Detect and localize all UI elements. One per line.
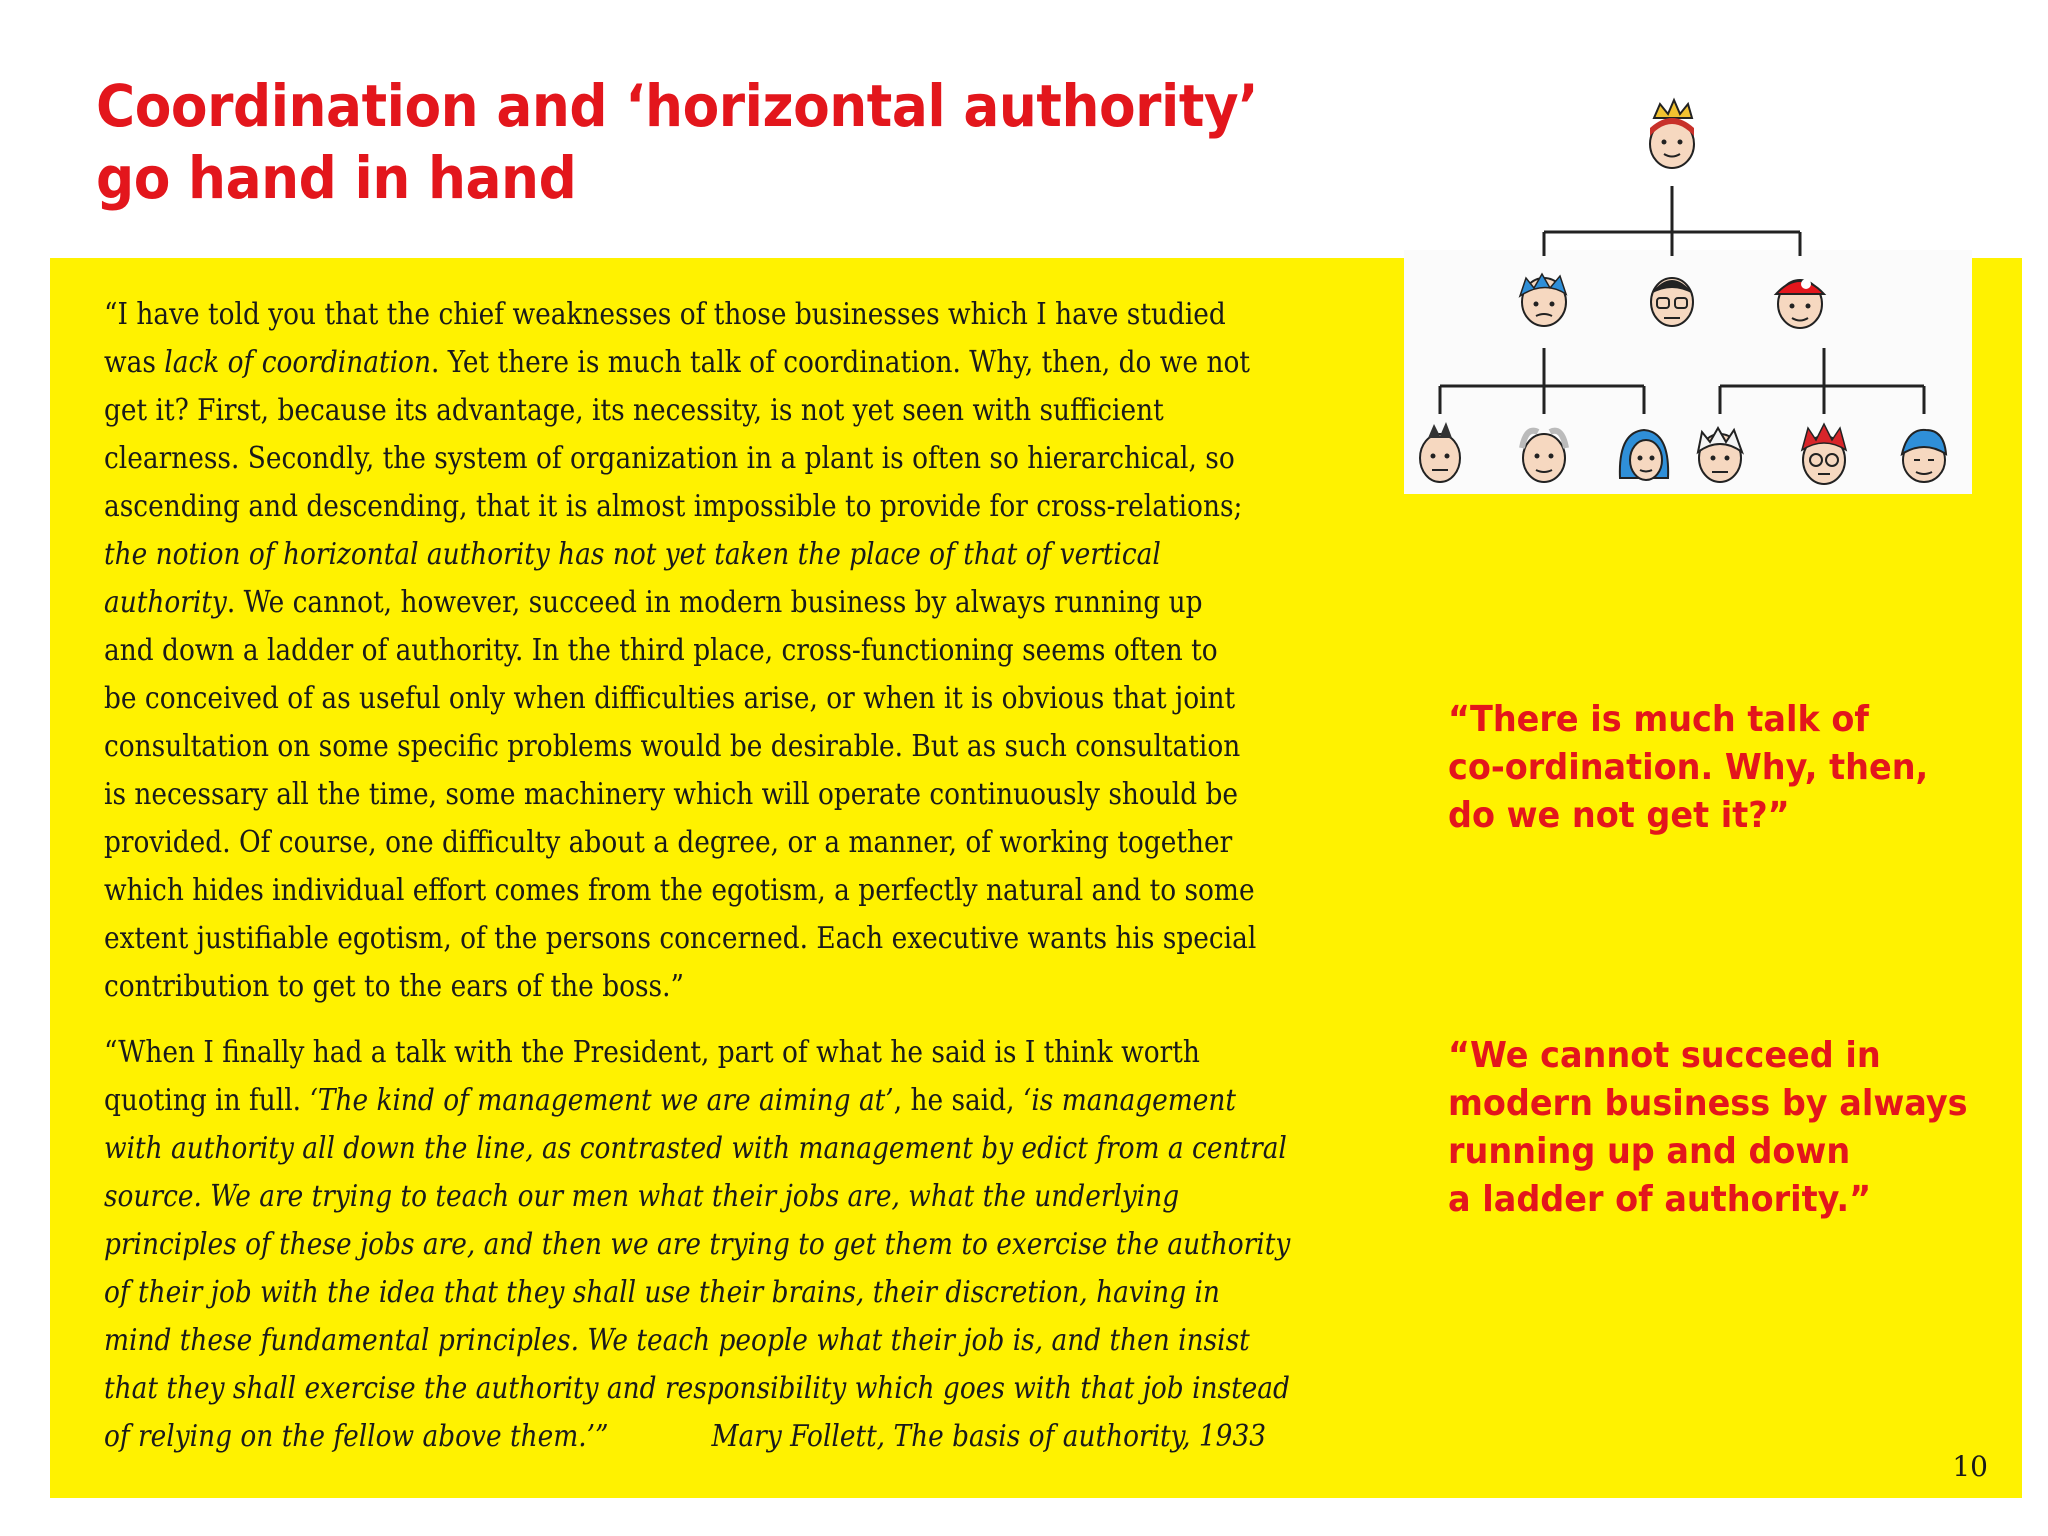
pull-quote-1 (1448, 696, 1928, 840)
quote1-line: which hides individual effort comes from the egotism, a perfectly natural and to some (104, 873, 1255, 907)
pull-quote-line: “We cannot succeed in (1448, 1035, 1881, 1076)
quote1-text: . We cannot, however, succeed in modern business by always running up (226, 585, 1203, 619)
pull-quote-line: running up and down (1448, 1131, 1851, 1172)
quote1-text: was (104, 345, 165, 379)
quote2-line: that they shall exercise the authority and responsibility which goes with that job instead (104, 1371, 1290, 1405)
quote2-emphasis: ‘is management (1022, 1083, 1237, 1117)
quote1-text: . Yet there is much talk of coordination. Why, then, do we not (430, 345, 1250, 379)
quote2-line: with authority all down the line, as contrasted with management by edict from a central (104, 1131, 1287, 1165)
pull-quote-line: a ladder of authority.” (1448, 1179, 1872, 1220)
quote1-line: and down a ladder of authority. In the third place, cross-functioning seems often to (104, 633, 1218, 667)
page-number: 10 (1952, 1450, 1988, 1483)
quote2-line: mind these fundamental principles. We teach people what their job is, and then insist (104, 1323, 1250, 1357)
manager-face-glasses-icon (1651, 278, 1693, 326)
quote1-line: is necessary all the time, some machinery which will operate continuously should be (104, 777, 1239, 811)
worker-face-3-icon (1620, 430, 1668, 480)
quote1-line: ascending and descending, that it is almost impossible to provide for cross-relations; (104, 489, 1243, 523)
quote1-emphasis: authority (104, 585, 227, 619)
title-line-2: go hand in hand (96, 144, 577, 212)
quote2-text: , he said, (893, 1083, 1023, 1117)
manager-face-blue-hair-icon (1520, 274, 1566, 326)
quote2-emphasis: of relying on the fellow above them.’” (104, 1419, 609, 1453)
worker-face-5-icon (1802, 424, 1846, 484)
quote1-line: provided. Of course, one difficulty about a degree, or a manner, of working together (104, 825, 1233, 859)
quote2-emphasis: ‘The kind of management we are aiming at’ (309, 1083, 894, 1117)
quote2-line: source. We are trying to teach our men what their jobs are, what the underlying (104, 1179, 1180, 1213)
quote2-line: principles of these jobs are, and then we are trying to get them to exercise the authority (104, 1227, 1291, 1261)
pull-quote-2 (1448, 1032, 1968, 1224)
citation: Mary Follett, The basis of authority, 1933 (711, 1419, 1267, 1453)
quote1-line: be conceived of as useful only when difficulties arise, or when it is obvious that joint (104, 681, 1236, 715)
worker-face-6-icon (1902, 430, 1946, 482)
pull-quote-line: modern business by always (1448, 1083, 1968, 1124)
quote2-text: quoting in full. (104, 1083, 310, 1117)
quote2-line: “When I finally had a talk with the President, part of what he said is I think worth (104, 1035, 1200, 1069)
quote1-line: extent justifiable egotism, of the persons concerned. Each executive wants his special (104, 921, 1257, 955)
page-title (96, 70, 1258, 214)
quote2-line (104, 1076, 1447, 1124)
quote1-line: “I have told you that the chief weaknesses of those businesses which I have studied (104, 297, 1226, 331)
quote1-emphasis: lack of coordination (164, 345, 431, 379)
quote1-line (104, 578, 1447, 626)
follett-quote-1 (104, 290, 1447, 1010)
org-chart-illustration-icon (1404, 96, 1976, 496)
quote1-line: get it? First, because its advantage, its necessity, is not yet seen with sufficient (104, 393, 1164, 427)
king-face-icon (1650, 100, 1694, 168)
worker-face-4-icon (1698, 428, 1742, 482)
quote1-line: consultation on some specific problems would be desirable. But as such consultation (104, 729, 1241, 763)
pull-quote-line: “There is much talk of (1448, 699, 1869, 740)
worker-face-2-icon (1522, 431, 1566, 482)
quote2-line (104, 1412, 1447, 1460)
quote1-line: clearness. Secondly, the system of organization in a plant is often so hierarchical, so (104, 441, 1235, 475)
follett-quote-2 (104, 1028, 1447, 1460)
pull-quote-line: co-ordination. Why, then, (1448, 747, 1929, 788)
quote1-line (104, 338, 1447, 386)
title-line-1: Coordination and ‘horizontal authority’ (96, 72, 1259, 140)
quote1-line: the notion of horizontal authority has not yet taken the place of that of vertical (104, 537, 1161, 571)
manager-face-cap-icon (1776, 279, 1824, 328)
quote1-line: contribution to get to the ears of the boss.” (104, 969, 684, 1003)
quote2-line: of their job with the idea that they shall use their brains, their discretion, having in (104, 1275, 1220, 1309)
pull-quote-line: do we not get it?” (1448, 795, 1790, 836)
